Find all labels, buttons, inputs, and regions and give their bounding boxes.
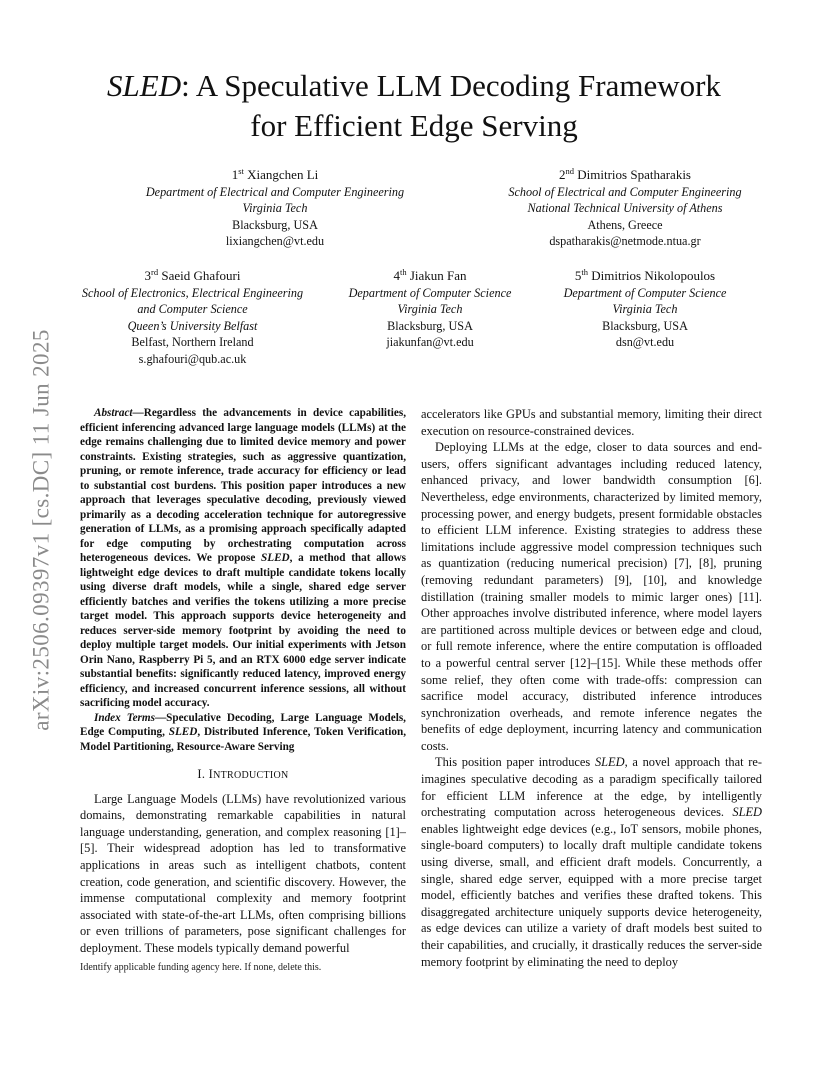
author-name: 3rd Saeid Ghafouri (144, 267, 241, 283)
sled-emphasis: SLED (732, 805, 762, 820)
title-line-1 (0, 66, 828, 106)
author-location: Belfast, Northern Ireland (131, 335, 254, 350)
author-name: 2nd Dimitrios Spatharakis (559, 166, 691, 182)
arxiv-stamp (22, 300, 62, 760)
index-terms-sled: SLED (168, 726, 198, 738)
arxiv-stamp-text: arXiv:2506.09397v1 [cs.DC] 11 Jun 2025 (29, 329, 55, 731)
author-email: s.ghafouri@qub.ac.uk (138, 351, 247, 366)
title-line-1-rest: : A Speculative LLM Decoding Framework (181, 68, 721, 103)
title-sled: SLED (107, 68, 182, 103)
right-column (421, 406, 762, 970)
author-name: 1st Xiangchen Li (231, 166, 319, 182)
author-block-5 (540, 264, 750, 351)
author-name: 4th Jiakun Fan (393, 267, 467, 283)
author-name: 5th Dimitrios Nikolopoulos (574, 267, 716, 283)
author-email: dsn@vt.edu (615, 335, 675, 350)
author-affiliation: School of Electrical and Computer Engineering (508, 184, 742, 199)
author-institution: Virginia Tech (242, 201, 308, 216)
author-institution: Queen’s University Belfast (127, 318, 258, 333)
section-heading-introduction: I. INTRODUCTION (197, 767, 289, 781)
paper-title (0, 66, 828, 146)
author-affiliation: Department of Computer Science (563, 285, 727, 300)
author-affiliation: Department of Computer Science (348, 285, 512, 300)
author-block-4 (330, 264, 530, 351)
author-location: Blacksburg, USA (232, 217, 318, 232)
author-location: Blacksburg, USA (602, 318, 688, 333)
author-block-1 (110, 163, 440, 250)
intro-paragraph-1: Large Language Models (LLMs) have revolutionized various domains, demonstrating remarkable capabilities in natural language understanding, generation, and complex reasoning [1]–[5]. Their widespread adoption has led to transformative applications in areas such as intelligent chatbots, content creation, code generation, and scientific discovery. However, the immense computational complexity and memory footprint associated with state-of-the-art LLMs, often comprising billions or even trillions of parameters, pose significant challenges for deployment. These models typically demand powerful (80, 791, 406, 955)
author-email: jiakunfan@vt.edu (386, 335, 474, 350)
index-terms: Index Terms—Speculative Decoding, Large Language Models, Edge Computing, SLED, Distributed Inference, Token Verification, Model Partitioning, Resource-Aware Serving (80, 711, 406, 753)
author-institution: Virginia Tech (612, 302, 678, 317)
footnote: Identify applicable funding agency here. If none, delete this. (80, 962, 322, 973)
author-affiliation: School of Electronics, Electrical Engineering (81, 285, 304, 300)
author-location: Athens, Greece (587, 217, 663, 232)
abstract-label: Abstract (94, 407, 133, 419)
author-affiliation-cont: and Computer Science (137, 302, 248, 317)
abstract: Abstract—Regardless the advancements in device capabilities, efficient inferencing advanced large language models (LLMs) at the edge remains challenging due to limited device memory and power constraints. Existing strategies, such as aggressive quantization, pruning, or remote inference, trade accuracy for efficiency or lead to substantial cost burdens. This position paper introduces a new approach that leverages speculative decoding, previously viewed primarily as a decoding acceleration technique for autoregressive generation of LLMs, as a promising approach specifically adapted for edge computing by orchestrating computation across heterogeneous devices. We propose SLED, a method that allows lightweight edge devices to draft multiple candidate tokens locally using diverse draft models, while a single, shared edge server efficiently batches and verifies the tokens utilizing a more precise target model. This approach supports device heterogeneity and reduces server-side memory footprint by avoiding the need to deploy multiple target models. Our initial experiments with Jetson Orin Nano, Raspberry Pi 5, and an RTX 6000 edge server indicate substantial benefits: significantly reduced latency, improved energy efficiency, and increased concurrent inference sessions, all without sacrificing model accuracy. (80, 407, 407, 709)
left-column (80, 406, 406, 957)
right-paragraph-1: accelerators like GPUs and substantial memory, limiting their direct execution on resource-constrained devices. (421, 407, 762, 438)
author-email: dspatharakis@netmode.ntua.gr (549, 234, 701, 249)
right-paragraph-2: Deploying LLMs at the edge, closer to data sources and end-users, offers significant advantages including reduced latency, enhanced privacy, and lower bandwidth consumption [6]. Nevertheless, edge environments, characterized by limited memory, processing power, and energy budgets, present formidable obstacles to efficient LLM inference. Existing strategies to address these limitations include aggressive model compression techniques such as quantization (reducing numerical precision) [7], [8], pruning (removing redundant parameters) [9], [10], and knowledge distillation (training smaller models to mimic larger ones) [11]. Other approaches involve distributed inference, where model layers are partitioned across multiple devices or between edge and cloud, or full remote inference, where the entire computation is offloaded to a powerful central server [12]–[15]. While these methods offer some relief, they often come with trade-offs: compression can sacrifice model accuracy, distributed inference introduces synchronization overheads, and remote inference negates the benefits of edge deployment, incurring latency and communication costs. (421, 440, 762, 753)
author-location: Blacksburg, USA (387, 318, 473, 333)
sled-emphasis: SLED (594, 755, 625, 770)
index-terms-label: Index Terms (94, 711, 155, 724)
author-email: lixiangchen@vt.edu (225, 234, 325, 249)
author-affiliation: Department of Electrical and Computer Engineering (145, 184, 405, 199)
abstract-sled: SLED (261, 552, 290, 564)
author-block-2 (470, 163, 780, 250)
author-institution: National Technical University of Athens (527, 201, 723, 216)
author-block-3 (60, 264, 325, 368)
title-line-2: for Efficient Edge Serving (250, 108, 578, 143)
right-paragraph-3: This position paper introduces SLED, a novel approach that re-imagines speculative decoding as a paradigm specifically tailored for efficient LLM inference at the edge, by intelligently orchestrating computation across heterogeneous devices. SLED enables lightweight edge devices (e.g., IoT sensors, mobile phones, single-board computers) to locally draft multiple candidate tokens using diverse, small, and efficient draft models. Concurrently, a single, shared edge server, equipped with a more precise target model, efficiently batches and verifies these drafted tokens. This disaggregated architecture uniquely supports device heterogeneity, as edge devices can utilize a variety of draft models best suited to their capabilities, and crucially, it drastically reduces the server-side memory footprint by eliminating the need to deploy (421, 755, 762, 969)
author-institution: Virginia Tech (397, 302, 463, 317)
